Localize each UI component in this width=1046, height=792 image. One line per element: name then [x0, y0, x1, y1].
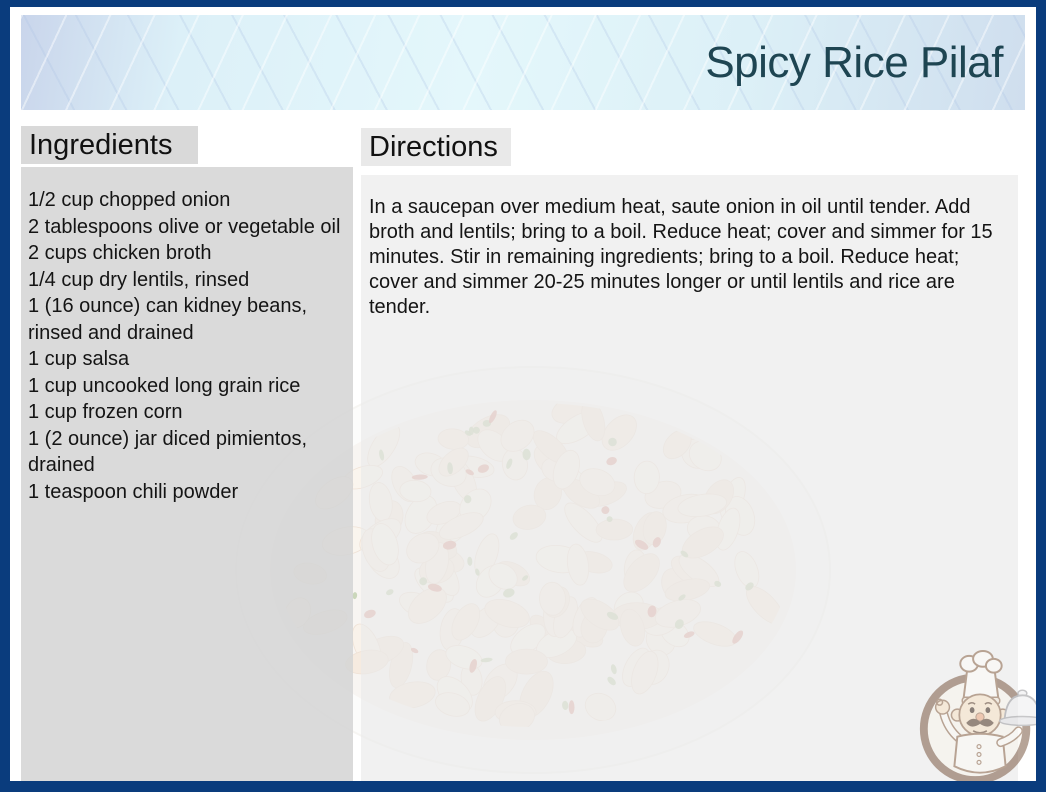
ingredients-heading-block — [21, 126, 198, 164]
header-banner — [21, 15, 1025, 110]
ingredient-item: 1 cup salsa — [28, 348, 130, 370]
directions-text: In a saucepan over medium heat, saute onion in oil until tender. Add broth and lentils; bring to a boil. Reduce heat; cover and simmer for 15 minutes. Stir in remaining ingredients; bring to a boil. Reduce heat; cover and simmer 20-25 minutes longer or until lentils and rice are tender. — [369, 196, 993, 318]
ingredient-item: 1 cup uncooked long grain rice — [28, 374, 301, 397]
page-title: Spicy Rice Pilaf — [705, 37, 1003, 87]
ingredient-item: 2 cups chicken broth — [28, 242, 212, 264]
ingredient-item: 1/4 cup dry lentils, rinsed — [28, 268, 250, 291]
directions-heading-block — [361, 128, 511, 166]
chef-mascot-icon — [913, 648, 1046, 786]
ingredients-list — [21, 167, 353, 781]
ingredient-item: 1/2 cup chopped onion — [28, 189, 231, 211]
ingredients-heading: Ingredients — [29, 128, 173, 161]
ingredient-item: 2 tablespoons olive or vegetable oil — [28, 215, 341, 238]
ingredient-item: 1 teaspoon chili powder — [28, 480, 239, 503]
ingredient-item: 1 cup frozen corn — [28, 401, 183, 423]
ingredient-item: 1 (16 ounce) can kidney beans, rinsed and drained — [28, 295, 308, 344]
ingredients-column — [21, 126, 353, 781]
directions-heading: Directions — [369, 130, 498, 163]
ingredient-item: 1 (2 ounce) jar diced pimientos, drained — [28, 427, 308, 476]
